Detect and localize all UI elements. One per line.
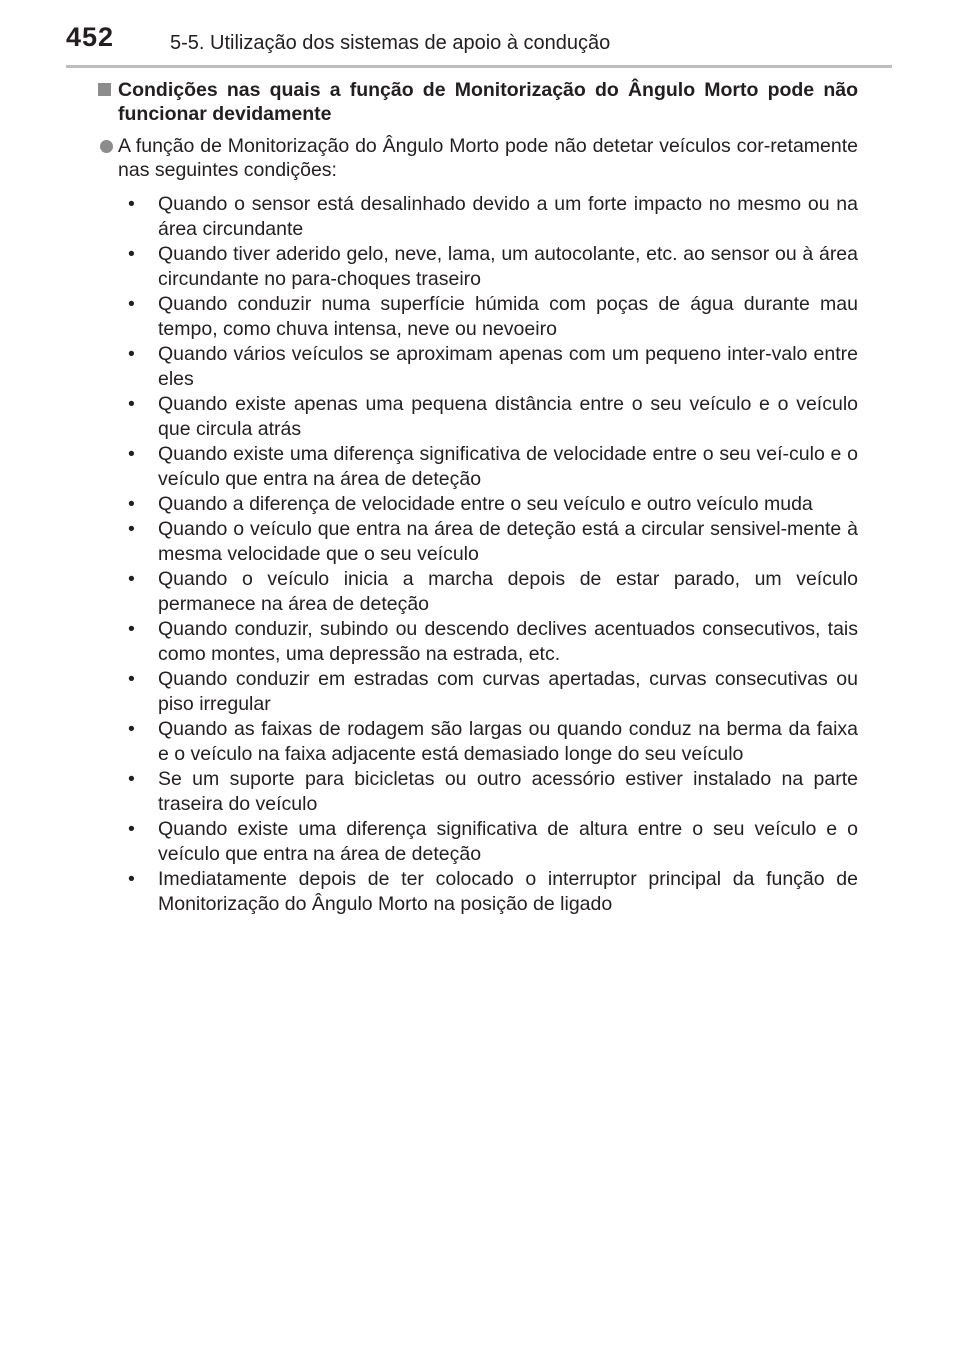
intro-paragraph xyxy=(98,134,858,182)
bullet-dot-icon: • xyxy=(128,193,135,215)
list-item-text: Quando o sensor está desalinhado devido a um forte impacto no mesmo ou na área circundante xyxy=(158,193,858,240)
list-item-text: Quando existe uma diferença significativa de velocidade entre o seu veí-culo e o veículo que entra na área de deteção xyxy=(158,443,858,490)
list-item-text: Quando existe uma diferença significativa de altura entre o seu veículo e o veículo que entra na área de deteção xyxy=(158,818,858,865)
list-item-text: Se um suporte para bicicletas ou outro acessório estiver instalado na parte traseira do veículo xyxy=(158,768,858,815)
section-heading xyxy=(98,78,858,126)
list-item-text: Quando vários veículos se aproximam apenas com um pequeno inter-valo entre eles xyxy=(158,343,858,390)
list-item xyxy=(98,667,858,717)
bullet-dot-icon: • xyxy=(128,618,135,640)
bullet-dot-icon: • xyxy=(128,343,135,365)
list-item xyxy=(98,517,858,567)
list-item-text: Quando conduzir, subindo ou descendo declives acentuados consecutivos, tais como montes, uma depressão na estrada, etc. xyxy=(158,618,858,665)
list-item xyxy=(98,567,858,617)
list-item xyxy=(98,867,858,917)
bullet-dot-icon: • xyxy=(128,493,135,515)
main-content xyxy=(98,78,858,917)
bullet-dot-icon: • xyxy=(128,668,135,690)
header-divider xyxy=(66,65,892,68)
list-item xyxy=(98,492,858,517)
list-item xyxy=(98,242,858,292)
page-number: 452 xyxy=(66,22,115,52)
list-item xyxy=(98,817,858,867)
bullet-dot-icon: • xyxy=(128,518,135,540)
list-item xyxy=(98,717,858,767)
list-item-text: Quando as faixas de rodagem são largas ou quando conduz na berma da faixa e o veículo na faixa adjacente está demasiado longe do seu veículo xyxy=(158,718,858,765)
bullet-dot-icon: • xyxy=(128,243,135,265)
list-item-text: Quando o veículo inicia a marcha depois de estar parado, um veículo permanece na área de deteção xyxy=(158,568,858,615)
list-item-text: Quando tiver aderido gelo, neve, lama, um autocolante, etc. ao sensor ou à área circundante no para-choques traseiro xyxy=(158,243,858,290)
conditions-list xyxy=(98,192,858,917)
list-item-text: Imediatamente depois de ter colocado o interruptor principal da função de Monitorização do Ângulo Morto na posição de ligado xyxy=(158,868,858,915)
list-item-text: Quando existe apenas uma pequena distância entre o seu veículo e o veículo que circula atrás xyxy=(158,393,858,440)
list-item xyxy=(98,342,858,392)
circle-bullet-icon xyxy=(100,140,113,153)
bullet-dot-icon: • xyxy=(128,768,135,790)
bullet-dot-icon: • xyxy=(128,818,135,840)
section-title: 5-5. Utilização dos sistemas de apoio à condução xyxy=(170,32,611,54)
list-item-text: Quando a diferença de velocidade entre o seu veículo e outro veículo muda xyxy=(158,493,813,515)
list-item xyxy=(98,292,858,342)
list-item xyxy=(98,192,858,242)
page-header xyxy=(0,0,960,68)
bullet-dot-icon: • xyxy=(128,293,135,315)
list-item xyxy=(98,617,858,667)
list-item xyxy=(98,442,858,492)
bullet-dot-icon: • xyxy=(128,718,135,740)
bullet-dot-icon: • xyxy=(128,443,135,465)
list-item xyxy=(98,767,858,817)
section-heading-text: Condições nas quais a função de Monitorização do Ângulo Morto pode não funcionar devidamente xyxy=(118,79,858,125)
list-item xyxy=(98,392,858,442)
bullet-dot-icon: • xyxy=(128,393,135,415)
list-item-text: Quando conduzir numa superfície húmida com poças de água durante mau tempo, como chuva intensa, neve ou nevoeiro xyxy=(158,293,858,340)
intro-text: A função de Monitorização do Ângulo Morto pode não detetar veículos cor-retamente nas seguintes condições: xyxy=(118,135,858,181)
square-bullet-icon xyxy=(98,83,111,96)
list-item-text: Quando o veículo que entra na área de deteção está a circular sensivel-mente à mesma velocidade que o seu veículo xyxy=(158,518,858,565)
bullet-dot-icon: • xyxy=(128,868,135,890)
list-item-text: Quando conduzir em estradas com curvas apertadas, curvas consecutivas ou piso irregular xyxy=(158,668,858,715)
bullet-dot-icon: • xyxy=(128,568,135,590)
